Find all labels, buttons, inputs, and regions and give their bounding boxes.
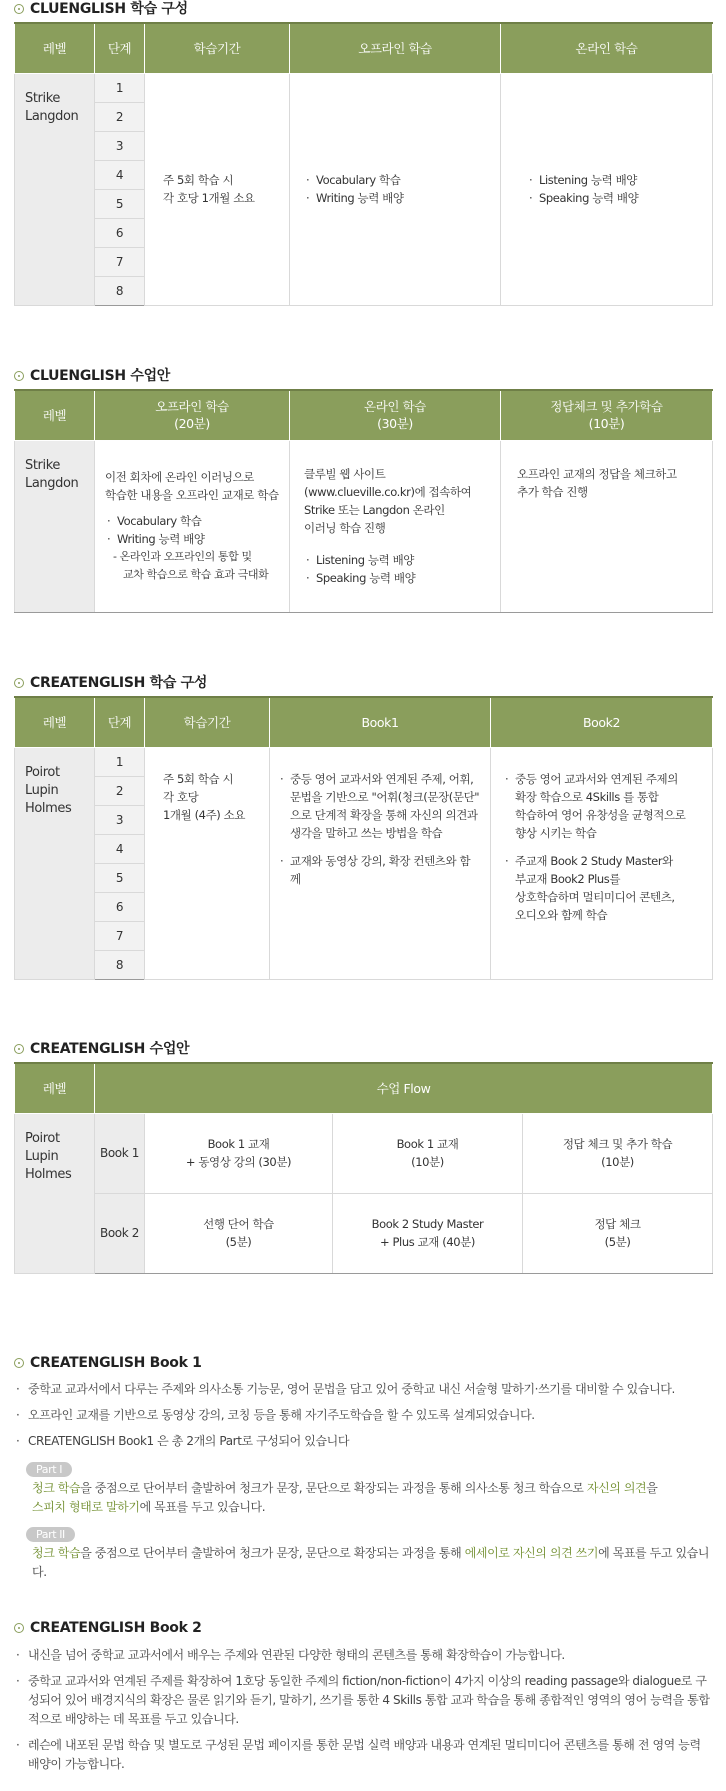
section-title-cluenglish-lesson: CLUENGLISH 수업안: [14, 365, 170, 385]
flow-cell: Book 1 교재 (10분): [333, 1113, 523, 1193]
level-cell: Strike Langdon: [15, 73, 95, 305]
section-title-createnglish-lesson: CREATENGLISH 수업안: [14, 1038, 189, 1058]
section-title-book1: CREATENGLISH Book 1: [14, 1355, 202, 1371]
level-cell: Poirot Lupin Holmes: [15, 747, 95, 979]
header-step: 단계: [95, 697, 145, 747]
step-cell: 3: [95, 131, 145, 160]
flow-cell: 정답 체크 (5분): [523, 1193, 713, 1273]
header-level: 레벨: [15, 697, 95, 747]
circle-bullet-icon: [14, 1044, 24, 1054]
duration-cell: 주 5회 학습 시 각 호당 1개월 소요: [145, 73, 290, 305]
book1-cell: · 중등 영어 교과서와 연계된 주제, 어휘, 문법을 기반으로 "어휘(청크(문장(문단" 으로 단계적 확장을 통해 자신의 의견과 생각을 말하고 쓰는 방법을 학습 · 교재와 동영상 강의, 확장 컨텐츠와 함께: [270, 747, 491, 979]
step-cell: 2: [95, 776, 145, 805]
step-cell: 4: [95, 160, 145, 189]
book2-cell: · 중등 영어 교과서와 연계된 주제의 확장 학습으로 4Skills 를 통합 학습하여 영어 유창성을 균형적으로 향상 시키는 학습 · 주교재 Book 2 Study Master와 부교재 Book2 Plus를 상호학습하며 멀티미디어 콘텐츠, 오디오와 함께 학습: [491, 747, 713, 979]
step-cell: 6: [95, 892, 145, 921]
step-cell: 3: [95, 805, 145, 834]
online-cell: · Listening 능력 배양 · Speaking 능력 배양: [501, 73, 713, 305]
level-cell: Poirot Lupin Holmes: [15, 1113, 95, 1273]
flow-cell: 선행 단어 학습 (5분): [145, 1193, 333, 1273]
header-check: 정답체크 및 추가학습 (10분): [501, 390, 713, 440]
flow-cell: 정답 체크 및 추가 학습 (10분): [523, 1113, 713, 1193]
section-title-book2: CREATENGLISH Book 2: [14, 1620, 202, 1636]
circle-bullet-icon: [14, 371, 24, 381]
header-book1: Book1: [270, 697, 491, 747]
offline-cell: · Vocabulary 학습 · Writing 능력 배양: [290, 73, 501, 305]
part-2-text: 청크 학습을 중점으로 단어부터 출발하여 청크가 문장, 문단으로 확장되는 과정을 통해 에세이로 자신의 의견 쓰기에 목표를 두고 있습니다.: [32, 1546, 710, 1579]
createnglish-lesson-table: [14, 1062, 713, 1274]
book2-description: · 내신을 넘어 중학교 교과서에서 배우는 주제와 연관된 다양한 형태의 콘텐츠를 통해 확장학습이 가능합니다. · 중학교 교과서와 연계된 주제를 확장하여 1호당 동일한 주제의 fiction/non-fiction이 4가지 이상의 reading passage와 dialogue로 구성되어 있어 배경지식의 확장은 물론 읽기와 듣기, 말하기, 쓰기를 통한 4 Skills 통합 교과 학습을 통해 종합적인 영역의 영어 능력을 통합적으로 배양하는 데 목표를 두고 있습니다. · 레슨에 내포된 문법 학습 및 별도로 구성된 문법 페이지를 통한 문법 실력 배양과 내용과 연계된 멀티미디어 콘텐츠를 통해 전 영역 능력 배양이 가능합니다.: [14, 1646, 714, 1781]
online-cell: 클루빌 웹 사이트 (www.clueville.co.kr)에 접속하여 Strike 또는 Langdon 온라인 이러닝 학습 진행 · Listening 능력 배양 · Speaking 능력 배양: [290, 440, 501, 612]
part-1-badge: Part I: [26, 1462, 72, 1477]
header-offline: 오프라인 학습: [290, 23, 501, 73]
header-duration: 학습기간: [145, 23, 290, 73]
flow-cell: Book 2 Study Master + Plus 교재 (40분): [333, 1193, 523, 1273]
book1-label: Book 1: [95, 1113, 145, 1193]
step-cell: 7: [95, 921, 145, 950]
header-level: 레벨: [15, 1063, 95, 1113]
step-cell: 8: [95, 276, 145, 305]
step-cell: 8: [95, 950, 145, 979]
step-cell: 1: [95, 747, 145, 776]
circle-bullet-icon: [14, 678, 24, 688]
header-offline: 오프라인 학습 (20분): [95, 390, 290, 440]
part-1-text: 청크 학습을 중점으로 단어부터 출발하여 청크가 문장, 문단으로 확장되는 과정을 통해 의사소통 청크 학습으로 자신의 의견을 스피치 형태로 말하기에 목표를 두고 있습니다.: [32, 1481, 658, 1514]
header-book2: Book2: [491, 697, 713, 747]
step-cell: 1: [95, 73, 145, 102]
header-level: 레벨: [15, 23, 95, 73]
circle-bullet-icon: [14, 1623, 24, 1633]
part-2-badge: Part II: [26, 1527, 75, 1542]
flow-cell: Book 1 교재 + 동영상 강의 (30분): [145, 1113, 333, 1193]
level-cell: Strike Langdon: [15, 440, 95, 612]
offline-cell: 이전 회차에 온라인 이러닝으로 학습한 내용을 오프라인 교재로 학습 · Vocabulary 학습 · Writing 능력 배양 - 온라인과 오프라인의 통합 및 교차 학습으로 학습 효과 극대화: [95, 440, 290, 612]
step-cell: 5: [95, 189, 145, 218]
header-online: 온라인 학습 (30분): [290, 390, 501, 440]
step-cell: 2: [95, 102, 145, 131]
header-flow: 수업 Flow: [95, 1063, 713, 1113]
step-cell: 4: [95, 834, 145, 863]
duration-cell: 주 5회 학습 시 각 호당 1개월 (4주) 소요: [145, 747, 270, 979]
book2-label: Book 2: [95, 1193, 145, 1273]
cluenglish-structure-table: [14, 22, 713, 306]
cluenglish-lesson-table: [14, 389, 713, 613]
header-online: 온라인 학습: [501, 23, 713, 73]
section-title-createnglish-structure: CREATENGLISH 학습 구성: [14, 672, 207, 692]
check-cell: 오프라인 교재의 정답을 체크하고 추가 학습 진행: [501, 440, 713, 612]
header-level: 레벨: [15, 390, 95, 440]
circle-bullet-icon: [14, 1358, 24, 1368]
book1-description: · 중학교 교과서에서 다루는 주제와 의사소통 기능문, 영어 문법을 담고 있어 중학교 내신 서술형 말하기·쓰기를 대비할 수 있습니다. · 오프라인 교재를 기반으로 동영상 강의, 코칭 등을 통해 자기주도학습을 할 수 있도록 설계되었습니다. · CREATENGLISH Book1 은 총 2개의 Part로 구성되어 있습니다 Part I 청크 학습을 중점으로 단어부터 출발하여 청크가 문장, 문단으로 확장되는 과정을 통해 의사소통 청크 학습으로 자신의 의견을 스피치 형태로 말하기에 목표를 두고 있습니다. Part II 청크 학습을 중점으로 단어부터 출발하여 청크가 문장, 문단으로 확장되는 과정을 통해 에세이로 자신의 의견 쓰기에 목표를 두고 있습니다.: [14, 1380, 714, 1588]
step-cell: 7: [95, 247, 145, 276]
step-cell: 6: [95, 218, 145, 247]
section-title-cluenglish-structure: CLUENGLISH 학습 구성: [14, 0, 188, 18]
header-duration: 학습기간: [145, 697, 270, 747]
circle-bullet-icon: [14, 4, 24, 14]
createnglish-structure-table: [14, 696, 713, 980]
step-cell: 5: [95, 863, 145, 892]
header-step: 단계: [95, 23, 145, 73]
